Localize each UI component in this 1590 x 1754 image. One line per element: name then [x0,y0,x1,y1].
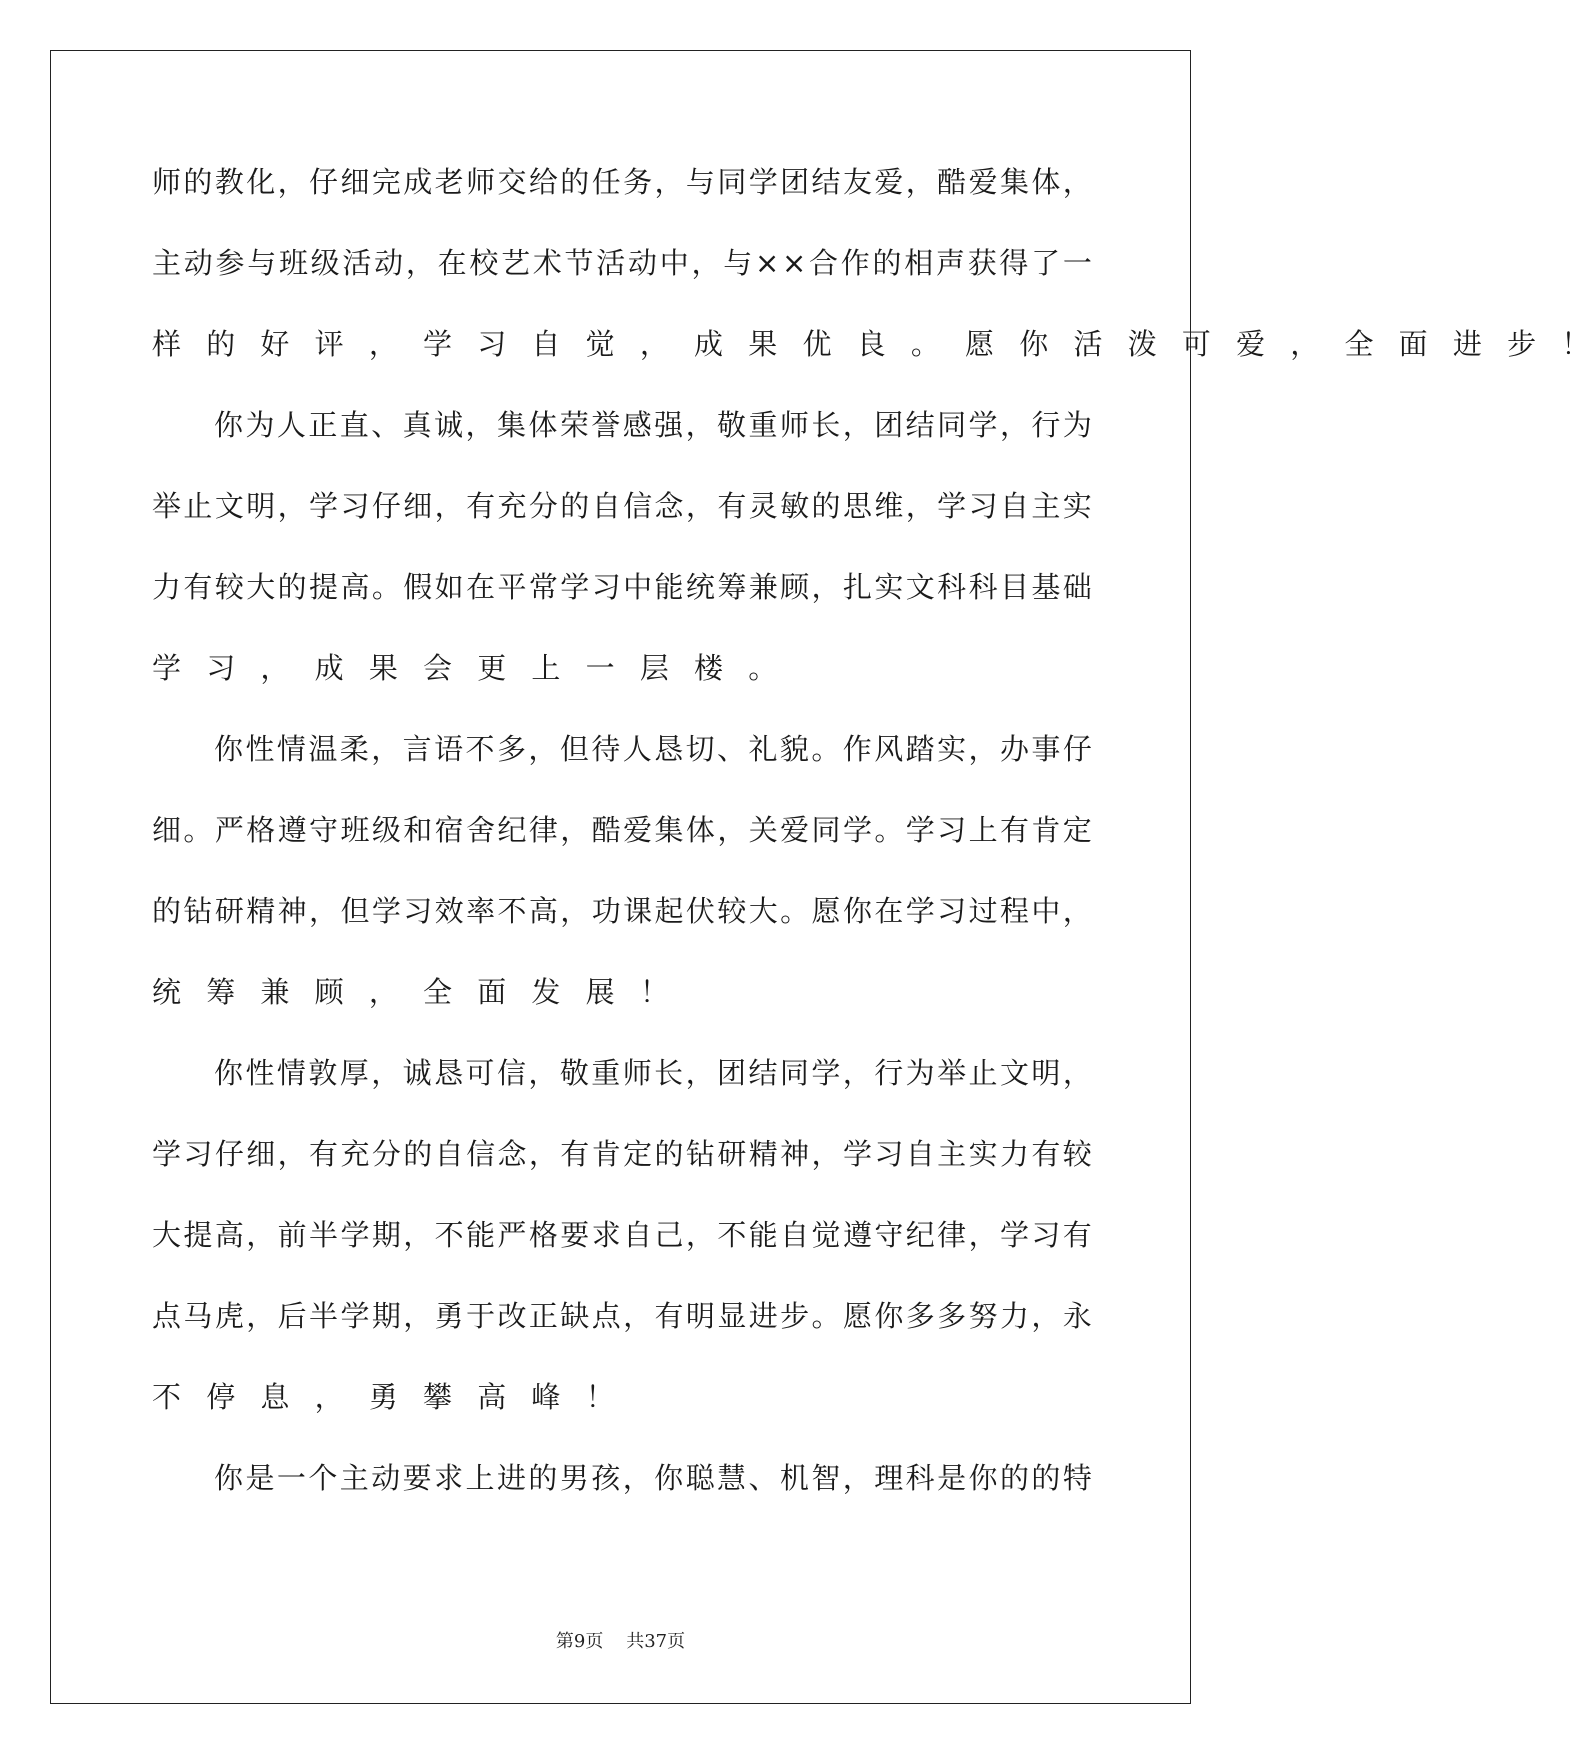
page-number: 第9页 [555,1631,604,1652]
text-line: 学 习 仔 细 ， 有 充 分 的 自 信 念 ， 有 肯 定 的 钻 研 精 神 ， 学 习 自 主 实 力 有 较 [152,1137,1092,1171]
text-line: 你 为 人 正 直 、 真 诚 ， 集 体 荣 誉 感 强 ， 敬 重 师 长 ， 团 结 同 学 ， 行 为 [214,408,1092,442]
text-line: 大 提 高 ， 前 半 学 期 ， 不 能 严 格 要 求 自 己 ， 不 能 自 觉 遵 守 纪 律 ， 学 习 有 [152,1218,1092,1252]
text-line: 你 是 一 个 主 动 要 求 上 进 的 男 孩 ， 你 聪 慧 、 机 智 ， 理 科 是 你 的 的 特 [214,1461,1092,1495]
text-line: 师 的 教 化 ， 仔 细 完 成 老 师 交 给 的 任 务 ， 与 同 学 团 结 友 爱 ， 酷 爱 集 体 ， [152,165,1092,199]
text-line: 样 的 好 评 ， 学 习 自 觉 ， 成 果 优 良 。 愿 你 活 泼 可 爱 ， 全 面 进 步 ！ [152,327,1590,361]
text-line: 统 筹 兼 顾 ， 全 面 发 展 ！ [152,975,669,1009]
text-line: 举 止 文 明 ， 学 习 仔 细 ， 有 充 分 的 自 信 念 ， 有 灵 敏 的 思 维 ， 学 习 自 主 实 [152,489,1092,523]
text-line: 力 有 较 大 的 提 高 。 假 如 在 平 常 学 习 中 能 统 筹 兼 顾 ， 扎 实 文 科 科 目 基 础 [152,570,1092,604]
text-line: 点 马 虎 ， 后 半 学 期 ， 勇 于 改 正 缺 点 ， 有 明 显 进 步 。 愿 你 多 多 努 力 ， 永 [152,1299,1092,1333]
text-line: 你 性 情 敦 厚 ， 诚 恳 可 信 ， 敬 重 师 长 ， 团 结 同 学 ， 行 为 举 止 文 明 ， [214,1056,1092,1090]
text-line: 的 钻 研 精 神 ， 但 学 习 效 率 不 高 ， 功 课 起 伏 较 大 。 愿 你 在 学 习 过 程 中 ， [152,894,1092,928]
page-footer [0,1627,1241,1653]
text-line: 细 。 严 格 遵 守 班 级 和 宿 舍 纪 律 ， 酷 爱 集 体 ， 关 爱 同 学 。 学 习 上 有 肯 定 [152,813,1092,847]
page-total: 共37页 [626,1631,686,1652]
text-line: 不 停 息 ， 勇 攀 高 峰 ！ [152,1380,615,1414]
text-line: 主 动 参 与 班 级 活 动 ， 在 校 艺 术 节 活 动 中 ， 与 × × 合 作 的 相 声 获 得 了 一 [152,246,1092,280]
text-line: 你 性 情 温 柔 ， 言 语 不 多 ， 但 待 人 恳 切 、 礼 貌 。 作 风 踏 实 ， 办 事 仔 [214,732,1092,766]
document-body [152,158,1590,1535]
text-line: 学 习 ， 成 果 会 更 上 一 层 楼 。 [152,651,778,685]
